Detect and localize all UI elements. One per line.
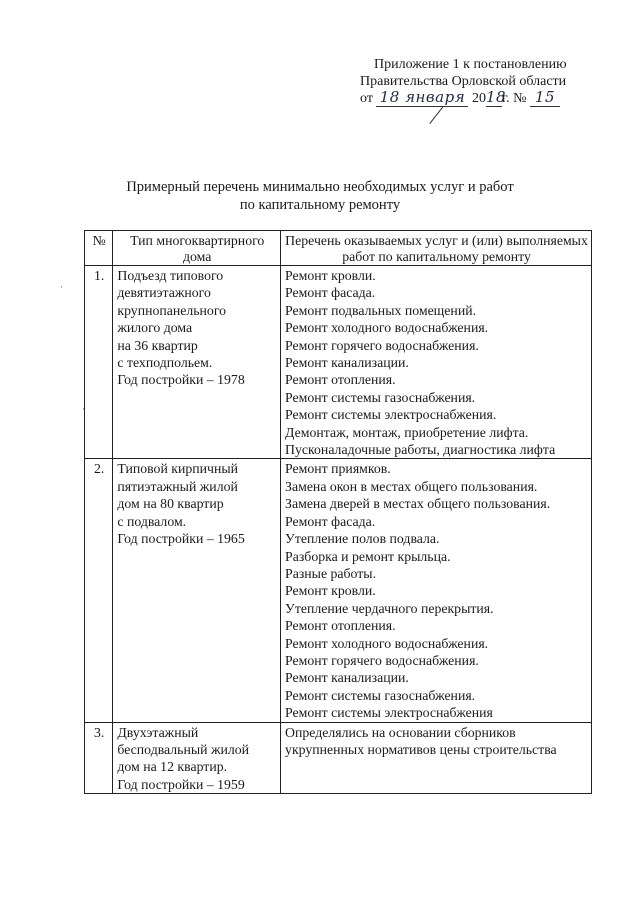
table-row xyxy=(85,459,592,722)
building-type-line: бесподвальный жилой xyxy=(117,741,250,757)
work-item: Утепление полов подвала. xyxy=(285,531,440,547)
header-building-type: Тип многоквартирного дома xyxy=(113,231,281,266)
building-type-line: Год постройки – 1965 xyxy=(117,531,245,547)
table-header-row xyxy=(85,231,592,266)
building-type-line: на 36 квартир xyxy=(117,337,198,353)
building-type-line: Год постройки – 1978 xyxy=(117,372,245,388)
year-handwritten: 18 xyxy=(485,88,507,106)
building-type-line: жилого дома xyxy=(117,320,193,336)
work-item: Ремонт фасада. xyxy=(285,513,376,529)
work-item: Замена окон в местах общего пользования. xyxy=(285,478,538,494)
appendix-date-line xyxy=(360,90,610,107)
row-number: 1. xyxy=(85,266,113,459)
appendix-header xyxy=(360,56,610,107)
work-item: Ремонт отопления. xyxy=(285,618,396,634)
row-number: 2. xyxy=(85,459,113,722)
work-item: Ремонт кровли. xyxy=(285,583,376,599)
work-item: Ремонт канализации. xyxy=(285,670,409,686)
title-line-2: по капитальному ремонту xyxy=(239,197,401,213)
building-type-line: дом на 80 квартир xyxy=(117,496,224,512)
building-type-cell xyxy=(113,459,281,722)
building-type-line: Типовой кирпичный xyxy=(117,461,239,477)
row-number: 3. xyxy=(85,722,113,794)
table-row xyxy=(85,722,592,794)
work-item: Ремонт отопления. xyxy=(285,372,396,388)
work-item: Пусконаладочные работы, диагностика лифта xyxy=(285,442,556,458)
work-item: Ремонт кровли. xyxy=(285,268,376,283)
appendix-line-1: Приложение 1 к постановлению xyxy=(374,57,567,72)
pen-stroke-mark xyxy=(429,106,443,124)
title-line-1: Примерный перечень минимально необходимых услуг и работ xyxy=(126,179,514,195)
margin-speck: · xyxy=(60,282,63,292)
building-type-line: с подвалом. xyxy=(117,513,187,529)
work-item: Ремонт горячего водоснабжения. xyxy=(285,337,479,353)
document-title xyxy=(100,178,540,214)
date-field xyxy=(376,90,468,107)
building-type-line: Год постройки – 1959 xyxy=(117,776,245,792)
header-works-list: Перечень оказываемых услуг и (или) выполняемых работ по капитальному ремонту xyxy=(281,231,592,266)
date-handwritten: 18 января xyxy=(379,88,466,106)
work-item: Ремонт подвальных помещений. xyxy=(285,302,477,318)
works-list-cell xyxy=(281,266,592,459)
work-item: Разные работы. xyxy=(285,565,377,581)
works-list-cell xyxy=(281,459,592,722)
work-item: Ремонт системы электроснабжения. xyxy=(285,407,497,423)
work-item: Демонтаж, монтаж, приобретение лифта. xyxy=(285,424,529,440)
building-type-cell xyxy=(113,722,281,794)
building-type-line: пятиэтажный жилой xyxy=(117,478,238,494)
work-item: Ремонт холодного водоснабжения. xyxy=(285,635,489,651)
repair-works-table xyxy=(84,230,592,794)
appendix-line-2: Правительства Орловской области xyxy=(360,74,567,89)
building-type-line: с техподпольем. xyxy=(117,355,213,371)
year-prefix: 20 xyxy=(471,91,486,106)
works-list-cell xyxy=(281,722,592,794)
building-type-line: дом на 12 квартир. xyxy=(117,759,228,775)
building-type-line: девятиэтажного xyxy=(117,285,211,301)
work-item: Ремонт системы газоснабжения. xyxy=(285,389,476,405)
number-field xyxy=(530,90,560,107)
table-row xyxy=(85,266,592,459)
work-item: укрупненных нормативов цены строительства xyxy=(285,741,557,757)
work-item: Ремонт горячего водоснабжения. xyxy=(285,652,479,668)
work-item: Ремонт холодного водоснабжения. xyxy=(285,320,489,336)
work-item: Ремонт приямков. xyxy=(285,461,391,477)
building-type-line: Подъезд типового xyxy=(117,268,224,283)
building-type-cell xyxy=(113,266,281,459)
work-item: Разборка и ремонт крыльца. xyxy=(285,548,451,564)
work-item: Замена дверей в местах общего пользования. xyxy=(285,496,551,512)
from-label: от xyxy=(360,91,373,106)
building-type-line: крупнопанельного xyxy=(117,302,227,318)
year-field xyxy=(485,88,507,107)
work-item: Ремонт системы газоснабжения. xyxy=(285,687,476,703)
table-body xyxy=(85,266,592,794)
header-number: № xyxy=(85,231,113,266)
year-suffix: г. № xyxy=(501,91,527,106)
work-item: Утепление чердачного перекрытия. xyxy=(285,600,494,616)
work-item: Ремонт системы электроснабжения xyxy=(285,705,493,721)
work-item: Ремонт фасада. xyxy=(285,285,376,301)
work-item: Ремонт канализации. xyxy=(285,355,409,371)
margin-speck: · xyxy=(82,404,85,414)
number-handwritten: 15 xyxy=(534,88,556,106)
building-type-line: Двухэтажный xyxy=(117,724,199,740)
work-item: Определялись на основании сборников xyxy=(285,724,516,740)
